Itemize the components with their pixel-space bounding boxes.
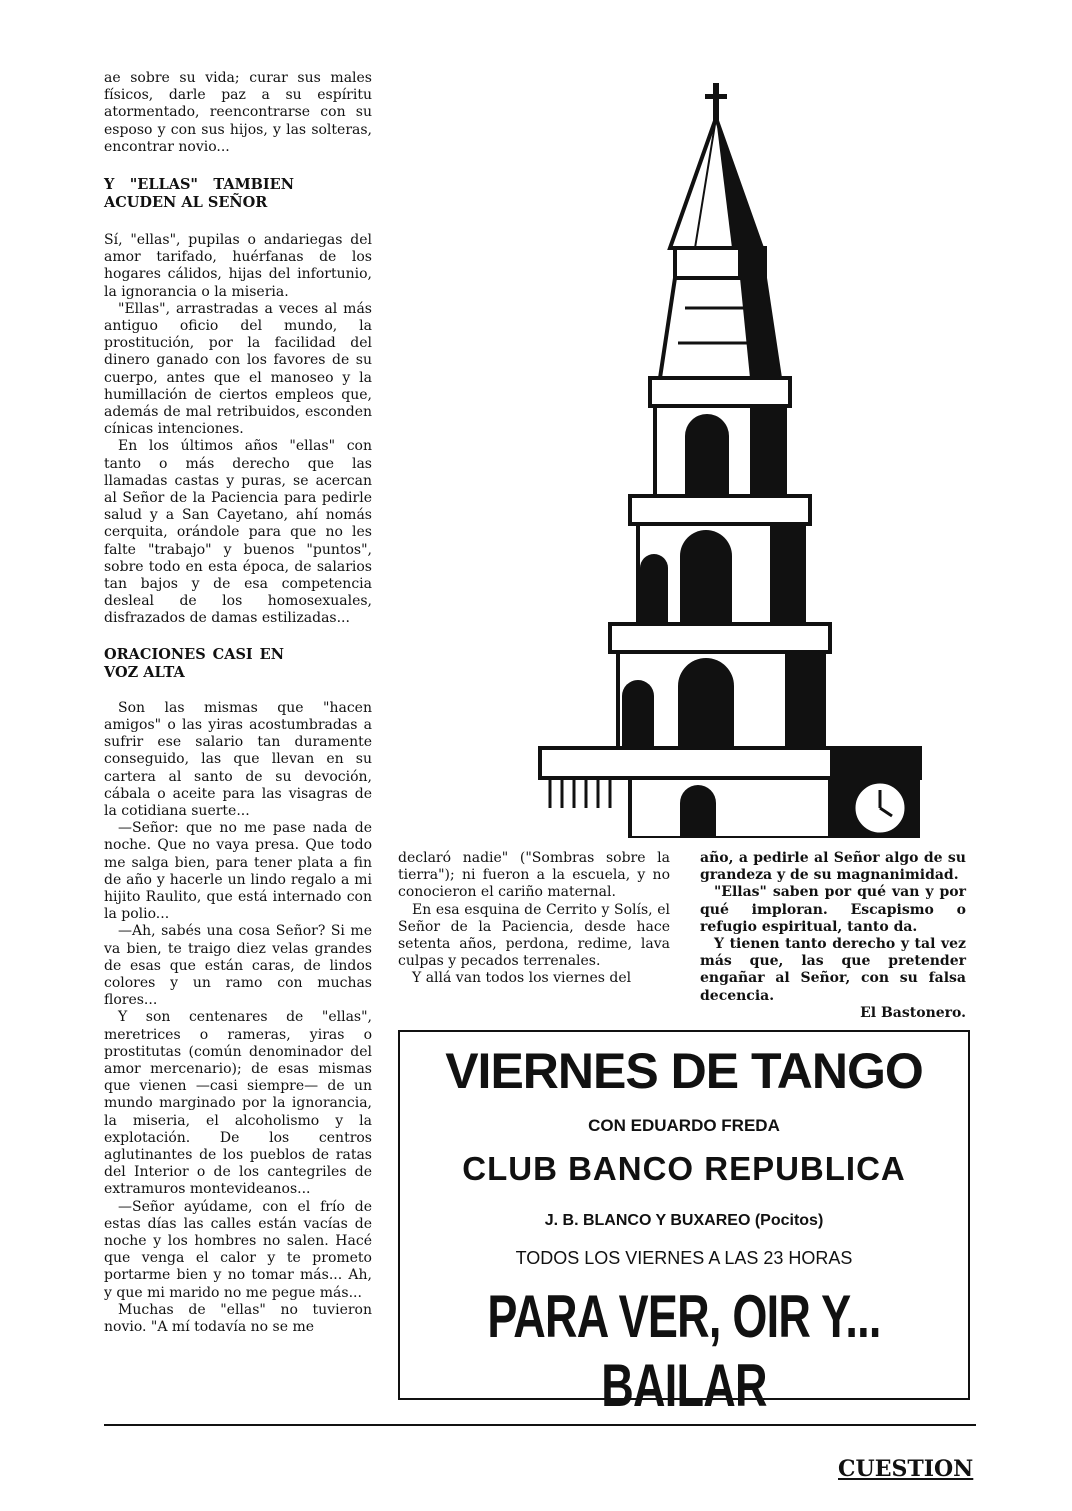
article-paragraph: —Ah, sabés una cosa Señor? Si me va bien, te traigo diez velas grandes de esas que están caras, de lindos colores y un ramo con muchas flores... xyxy=(104,923,372,1009)
article-paragraph: En los últimos años "ellas" con tanto o más derecho que las llamadas castas y puras, se acercan al Señor de la Paciencia para pedirle salud y a San Cayetano, ahí nomás cerquita, orándole para que no les falte "trabajo" y buenos "puntos", sobre todo en esta época, de salarios tan bajos y de esa competencia desleal de los homosexuales, disfrazados de damas estilizadas... xyxy=(104,438,372,627)
article-paragraph: Sí, "ellas", pupilas o andariegas del amor tarifado, huérfanas de los hogares cálidos, hijas del infortunio, la ignorancia o la miseria. xyxy=(104,232,372,300)
footer-rule xyxy=(104,1424,976,1426)
church-bell-tower-photo xyxy=(480,78,970,838)
article-paragraph: declaró nadie" ("Sombras sobre la tierra"); ni fueron a la escuela, y no conocieron el cariño maternal. xyxy=(398,850,670,901)
article-paragraph: "Ellas" saben por qué van y por qué imploran. Escapismo o refugio espiritual, tanto da. xyxy=(700,884,966,935)
ad-schedule: TODOS LOS VIERNES A LAS 23 HORAS xyxy=(515,1248,853,1268)
article-paragraph: Son las mismas que "hacen amigos" o las yiras acostumbradas a sufrir ese salario tan duramente conseguido, las que llevan en su cartera al santo de su devoción, cábala o aceite para las visagras de la cotidiana suerte... xyxy=(104,699,372,819)
article-paragraph: Muchas de "ellas" no tuvieron novio. "A mí todavía no se me xyxy=(104,1301,372,1335)
intro-paragraph: ae sobre su vida; curar sus males físicos, darle paz a su espíritu atormentado, reencontrarse con su esposo y con sus hijos, y las solteras, encontrar novio... xyxy=(104,70,372,155)
article-paragraph: —Señor: que no me pase nada de noche. Que no vaya presa. Que todo me salga bien, para tener plata a fin de año y hacerle un lindo regalo a mi hijito Raulito, que está internado con la polio... xyxy=(104,820,372,923)
right-article-column xyxy=(700,850,966,1022)
article-paragraph: En esa esquina de Cerrito y Solís, el Señor de la Paciencia, desde hace setenta años, perdona, redime, lava culpas y pecados terrenales. xyxy=(398,901,670,970)
ad-title: VIERNES DE TANGO xyxy=(445,1043,923,1099)
ad-address: J. B. BLANCO Y BUXAREO (Pocitos) xyxy=(544,1212,824,1229)
ad-subtitle: CON EDUARDO FREDA xyxy=(588,1116,780,1135)
article-paragraph: —Señor ayúdame, con el frío de estas días las calles están vacías de noche y los hombres no salen. Hacé que venga el calor y te prometo portarme bien y no tomar más... Ah, y que mi marido no me pegue más... xyxy=(104,1198,372,1301)
article-paragraph: Y tienen tanto derecho y tal vez más que, las que pretender engañar al Señor, con su falsa decencia. xyxy=(700,936,966,1004)
article-paragraph: "Ellas", arrastradas a veces al más antiguo oficio del mundo, la prostitución, por la facilidad del dinero ganado con los favores de su cuerpo, antes que el manoseo y la humillación de ciertos empleos que, además de mal retribuidos, esconden cínicas intenciones. xyxy=(104,300,372,438)
section-heading-ellas: Y "ELLAS" TAMBIEN ACUDEN AL SEÑOR xyxy=(104,176,294,212)
bell-arch xyxy=(678,658,734,748)
bell-arch xyxy=(680,530,732,624)
article-paragraph: Y son centenares de "ellas", meretrices o rameras, yiras o prostitutas (común denominador del amor mercenario); de esas mismas que vienen —casi siempre— de un mundo marginado por la ignorancia, la miseria, el alcoholismo y la explotación. De los centros aglutinantes de los pueblos de ratas del Interior o de los cantegriles de extramuros montevideanos... xyxy=(104,1009,372,1198)
magazine-footer: CUESTION xyxy=(838,1456,974,1482)
article-paragraph: año, a pedirle al Señor algo de su grandeza y de su magnanimidad. xyxy=(700,850,966,884)
left-article-column xyxy=(104,70,372,1336)
article-paragraph: Y allá van todos los viernes del xyxy=(412,970,632,987)
middle-article-column xyxy=(398,850,670,988)
ad-slogan: PARA VER, OIR Y... BAILAR xyxy=(487,1283,881,1419)
author-signature: El Bastonero. xyxy=(860,1004,966,1021)
section-heading-oraciones: ORACIONES CASI EN VOZ ALTA xyxy=(104,645,284,681)
ad-club-name: CLUB BANCO REPUBLICA xyxy=(462,1150,906,1187)
tango-advertisement xyxy=(398,1030,970,1419)
bell-arch xyxy=(685,414,729,496)
